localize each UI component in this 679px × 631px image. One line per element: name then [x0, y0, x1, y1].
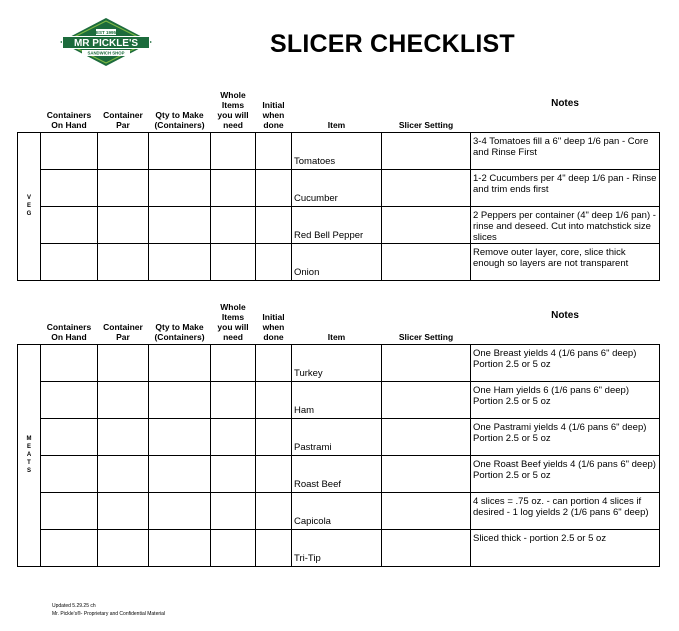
meats-checklist-table [17, 297, 660, 567]
notes-cell: 2 Peppers per container (4" deep 1/6 pan) - rinse and deseed. Cut into matchstick size slices [471, 206, 660, 243]
notes-cell: One Ham yields 6 (1/6 pans 6" deep) Portion 2.5 or 5 oz [471, 381, 660, 418]
slicer-setting-cell[interactable] [382, 344, 471, 381]
whole-items-cell[interactable] [211, 243, 256, 280]
containers-on-hand-cell[interactable] [41, 206, 98, 243]
qty-to-make-cell[interactable] [149, 206, 211, 243]
initial-cell[interactable] [256, 529, 292, 566]
item-cell: Pastrami [292, 418, 382, 455]
containers-on-hand-cell[interactable] [41, 243, 98, 280]
notes-cell: Sliced thick - portion 2.5 or 5 oz [471, 529, 660, 566]
col-header-slicer-setting: Slicer Setting [398, 331, 454, 342]
col-header-initial: Initial when done [262, 99, 285, 130]
containers-on-hand-cell[interactable] [41, 381, 98, 418]
table-row [18, 492, 660, 529]
col-header-container-par: Container Par [103, 109, 143, 130]
footer-confidential: Mr. Pickle's®- Proprietary and Confidential Material [52, 611, 166, 617]
containers-on-hand-cell[interactable] [41, 344, 98, 381]
qty-to-make-cell[interactable] [149, 529, 211, 566]
whole-items-cell[interactable] [211, 418, 256, 455]
table-row [18, 344, 660, 381]
whole-items-cell[interactable] [211, 455, 256, 492]
initial-cell[interactable] [256, 492, 292, 529]
logo-tagline-text: SANDWICH SHOP [87, 50, 125, 56]
footer [52, 602, 165, 618]
container-par-cell[interactable] [98, 381, 149, 418]
slicer-setting-cell[interactable] [382, 381, 471, 418]
item-cell: Ham [292, 381, 382, 418]
slicer-setting-cell[interactable] [382, 455, 471, 492]
initial-cell[interactable] [256, 418, 292, 455]
container-par-cell[interactable] [98, 455, 149, 492]
notes-cell: 3-4 Tomatoes fill a 6" deep 1/6 pan - Core and Rinse First [471, 132, 660, 169]
whole-items-cell[interactable] [211, 529, 256, 566]
table-row [18, 529, 660, 566]
initial-cell[interactable] [256, 381, 292, 418]
container-par-cell[interactable] [98, 344, 149, 381]
container-par-cell[interactable] [98, 132, 149, 169]
table-row [18, 206, 660, 243]
container-par-cell[interactable] [98, 529, 149, 566]
initial-cell[interactable] [256, 132, 292, 169]
whole-items-cell[interactable] [211, 169, 256, 206]
slicer-setting-cell[interactable] [382, 206, 471, 243]
col-header-item: Item [327, 119, 346, 130]
section-label-meats: M E A T S [18, 344, 41, 566]
qty-to-make-cell[interactable] [149, 418, 211, 455]
slicer-setting-cell[interactable] [382, 169, 471, 206]
col-header-qty-to-make: Qty to Make (Containers) [154, 321, 205, 342]
footer-updated: Updated 5.29.25 ch [52, 603, 96, 609]
slicer-setting-cell[interactable] [382, 529, 471, 566]
item-cell: Turkey [292, 344, 382, 381]
col-header-qty-to-make: Qty to Make (Containers) [154, 109, 205, 130]
qty-to-make-cell[interactable] [149, 169, 211, 206]
containers-on-hand-cell[interactable] [41, 529, 98, 566]
container-par-cell[interactable] [98, 169, 149, 206]
initial-cell[interactable] [256, 455, 292, 492]
logo-est-text: EST 1995 [95, 29, 117, 35]
qty-to-make-cell[interactable] [149, 243, 211, 280]
container-par-cell[interactable] [98, 418, 149, 455]
col-header-notes: Notes [551, 98, 579, 110]
item-cell: Onion [292, 243, 382, 280]
notes-cell: 4 slices = .75 oz. - can portion 4 slices if desired - 1 log yields 2 (1/6 pans 6" deep) [471, 492, 660, 529]
slicer-setting-cell[interactable] [382, 132, 471, 169]
qty-to-make-cell[interactable] [149, 344, 211, 381]
section-header-blank [18, 85, 41, 132]
logo-name-text: MR PICKLE'S [73, 38, 139, 50]
item-cell: Capicola [292, 492, 382, 529]
col-header-slicer-setting: Slicer Setting [398, 119, 454, 130]
qty-to-make-cell[interactable] [149, 132, 211, 169]
col-header-item: Item [327, 331, 346, 342]
item-cell: Cucumber [292, 169, 382, 206]
section-label-veg: V E G [18, 132, 41, 280]
container-par-cell[interactable] [98, 243, 149, 280]
containers-on-hand-cell[interactable] [41, 169, 98, 206]
table-row [18, 381, 660, 418]
whole-items-cell[interactable] [211, 381, 256, 418]
col-header-whole-items: Whole Items you will need [217, 89, 249, 130]
slicer-setting-cell[interactable] [382, 418, 471, 455]
notes-cell: 1-2 Cucumbers per 4" deep 1/6 pan - Rinse and trim ends first [471, 169, 660, 206]
notes-cell: One Roast Beef yields 4 (1/6 pans 6" deep) Portion 2.5 or 5 oz [471, 455, 660, 492]
col-header-containers-on-hand: Containers On Hand [46, 109, 92, 130]
whole-items-cell[interactable] [211, 206, 256, 243]
logo-graphic [58, 17, 154, 67]
slicer-setting-cell[interactable] [382, 243, 471, 280]
containers-on-hand-cell[interactable] [41, 492, 98, 529]
containers-on-hand-cell[interactable] [41, 418, 98, 455]
table-row [18, 132, 660, 169]
container-par-cell[interactable] [98, 206, 149, 243]
qty-to-make-cell[interactable] [149, 381, 211, 418]
whole-items-cell[interactable] [211, 344, 256, 381]
initial-cell[interactable] [256, 243, 292, 280]
table-row [18, 243, 660, 280]
initial-cell[interactable] [256, 169, 292, 206]
col-header-container-par: Container Par [103, 321, 143, 342]
section-header-blank [18, 297, 41, 344]
notes-cell: One Pastrami yields 4 (1/6 pans 6" deep) Portion 2.5 or 5 oz [471, 418, 660, 455]
containers-on-hand-cell[interactable] [41, 132, 98, 169]
slicer-setting-cell[interactable] [382, 492, 471, 529]
col-header-whole-items: Whole Items you will need [217, 301, 249, 342]
item-cell: Tri-Tip [292, 529, 382, 566]
item-cell: Tomatoes [292, 132, 382, 169]
col-header-notes: Notes [551, 310, 579, 322]
col-header-containers-on-hand: Containers On Hand [46, 321, 92, 342]
notes-cell: Remove outer layer, core, slice thick enough so layers are not transparent [471, 243, 660, 280]
table-row [18, 169, 660, 206]
item-cell: Red Bell Pepper [292, 206, 382, 243]
table-row [18, 455, 660, 492]
initial-cell[interactable] [256, 344, 292, 381]
col-header-initial: Initial when done [262, 311, 285, 342]
mr-pickles-logo [58, 17, 154, 67]
qty-to-make-cell[interactable] [149, 455, 211, 492]
whole-items-cell[interactable] [211, 492, 256, 529]
page-title: SLICER CHECKLIST [270, 30, 515, 58]
container-par-cell[interactable] [98, 492, 149, 529]
containers-on-hand-cell[interactable] [41, 455, 98, 492]
notes-cell: One Breast yields 4 (1/6 pans 6" deep) Portion 2.5 or 5 oz [471, 344, 660, 381]
initial-cell[interactable] [256, 206, 292, 243]
whole-items-cell[interactable] [211, 132, 256, 169]
item-cell: Roast Beef [292, 455, 382, 492]
table-row [18, 418, 660, 455]
veg-checklist-table [17, 85, 660, 281]
qty-to-make-cell[interactable] [149, 492, 211, 529]
